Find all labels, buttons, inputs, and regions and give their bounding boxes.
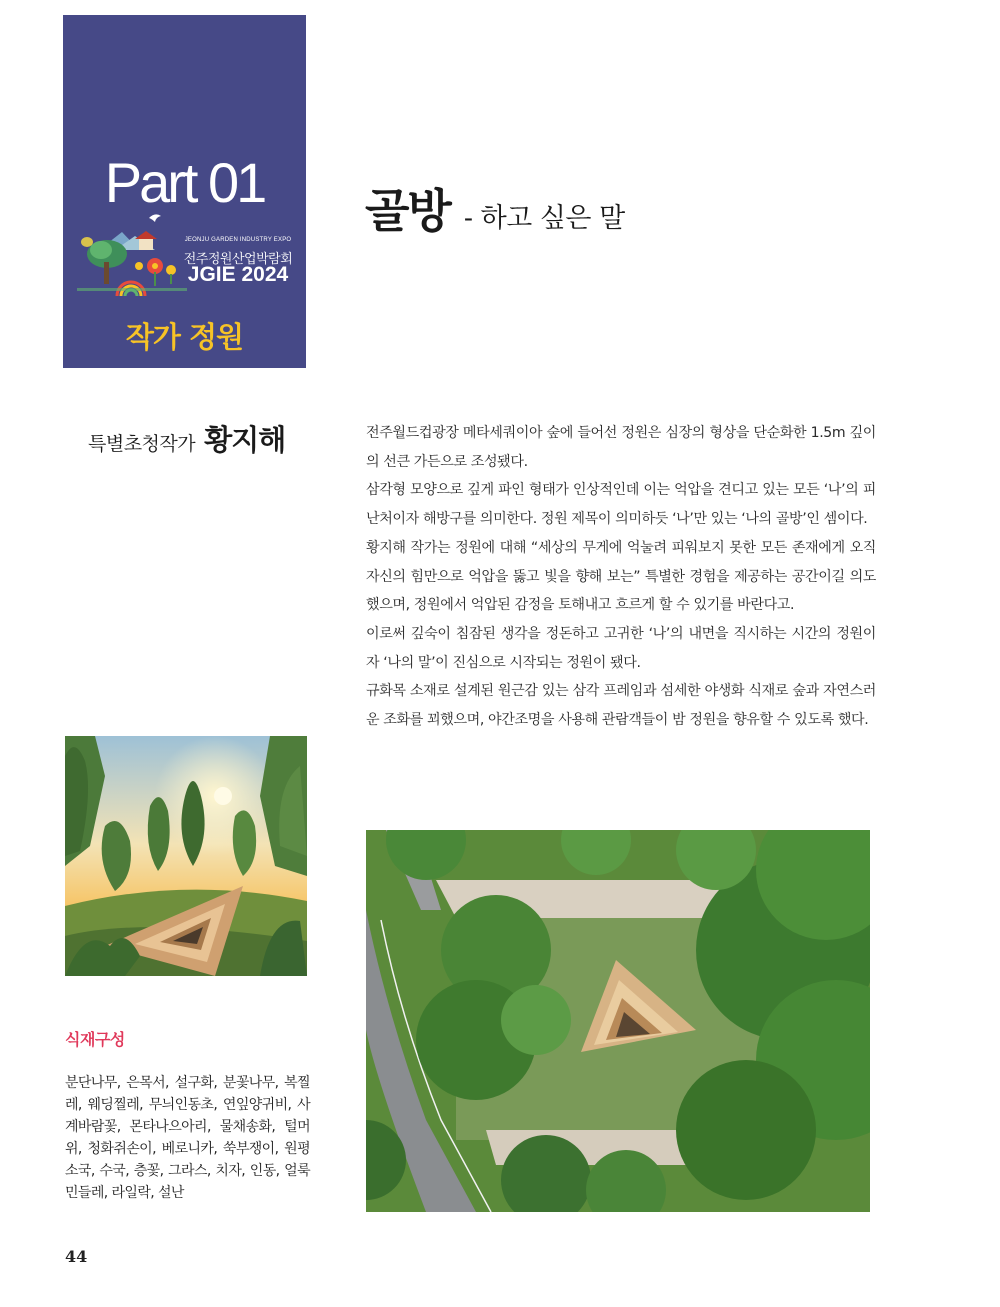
author-line [88,418,285,459]
section-subtitle: 작가 정원 [125,320,244,354]
part-title: Part 01 [104,151,265,214]
title-sub: - 하고 싶은 말 [463,203,625,234]
author-name: 황지해 [204,423,286,457]
article-body [366,419,876,735]
expo-korean-name: 전주정원산업박람회 [183,252,293,267]
body-paragraph: 삼각형 모양으로 깊게 파인 형태가 인상적인데 이는 억압을 견디고 있는 모든 ‘나’의 피난처이자 해방구를 의미한다. 정원 제목이 의미하듯 ‘나’만 있는 ‘나의 골방’인 셈이다. [366,482,876,528]
body-paragraph: 이로써 깊숙이 침잠된 생각을 정돈하고 고귀한 ‘나’의 내면을 직시하는 시간의 정원이자 ‘나의 말’이 진심으로 시작되는 정원이 됐다. [366,625,876,671]
body-paragraph: 규화목 소재로 설계된 원근감 있는 삼각 프레임과 섬세한 야생화 식재로 숲과 자연스러운 조화를 꾀했으며, 야간조명을 사용해 관람객들이 밤 정원을 향유할 수 있도록 했다. [366,683,876,729]
garden-aerial-photo [366,830,870,1212]
article-title [365,175,625,241]
body-paragraph: 전주월드컵광장 메타세쿼이아 숲에 들어선 정원은 심장의 형상을 단순화한 1.5m 깊이의 선큰 가든으로 조성됐다. [366,425,876,470]
part-banner [63,15,306,368]
garden-sunset-photo [65,736,307,976]
planting-heading: 식재구성 [65,1030,125,1049]
page-number: 44 [65,1247,88,1266]
planting-list: 분단나무, 은목서, 설구화, 분꽃나무, 복찔레, 웨딩찔레, 무늬인동초, 연잎양귀비, 사계바람꽃, 몬타나으아리, 물채송화, 털머위, 청화쥐손이, 베로니카, 쑥부쟁이, 원평소국, 수국, 층꽃, 그라스, 치자, 인동, 얼룩민들레, 라일락, 설난 [65,1075,310,1201]
expo-logo-illustration [77,210,187,300]
expo-code: JGIE 2024 [187,263,289,286]
title-main: 골방 [365,184,450,238]
expo-english-name: JEONJU GARDEN INDUSTRY EXPO [184,237,292,243]
author-role: 특별초청작가 [88,433,196,455]
body-paragraph: 황지해 작가는 정원에 대해 “세상의 무게에 억눌려 피워보지 못한 모든 존재에게 오직 자신의 힘만으로 억압을 뚫고 빛을 향해 보는” 특별한 경험을 제공하는 공간이길 의도했으며, 정원에서 억압된 감정을 토해내고 흐르게 할 수 있기를 바란다고. [366,539,876,614]
